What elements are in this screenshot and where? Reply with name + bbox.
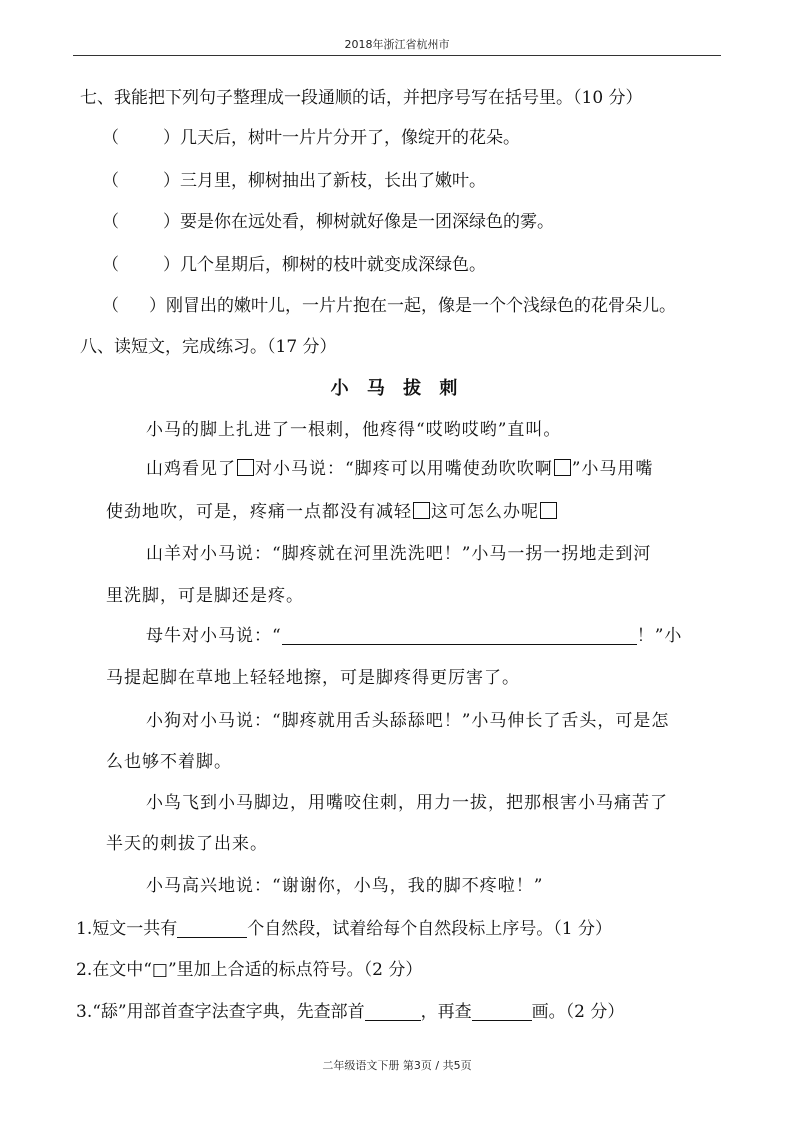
- sentence-2: 三月里，柳树抽出了新枝，长出了嫩叶。: [180, 171, 486, 191]
- answer-blank-mother-cow[interactable]: [282, 626, 637, 645]
- paragraph-6-line-2: 半天的刺拔了出来。: [106, 834, 268, 854]
- section7-item-1: [102, 126, 520, 150]
- paragraph-4-line-1: 母牛对小马说：“ ！”小: [146, 626, 683, 646]
- question-3: 3.“舔”用部首查字法查字典，先查部首 ，再查 画。（2 分）: [76, 1002, 625, 1022]
- section8-title: 八、读短文，完成练习。（17 分）: [80, 337, 337, 357]
- punctuation-box-2[interactable]: [554, 459, 571, 476]
- answer-paren-3[interactable]: （ ）: [102, 212, 180, 232]
- sentence-4: 几个星期后，柳树的枝叶就变成深绿色。: [180, 255, 486, 275]
- answer-blank-strokes[interactable]: [472, 1002, 532, 1021]
- section7-item-5: [102, 294, 676, 318]
- paragraph-7: 小马高兴地说：“谢谢你，小鸟，我的脚不疼啦！”: [146, 876, 544, 896]
- section7-item-2: [102, 169, 486, 193]
- punctuation-box-1[interactable]: [237, 459, 254, 476]
- sentence-1: 几天后，树叶一片片分开了，像绽开的花朵。: [180, 128, 520, 148]
- section7-item-4: [102, 253, 486, 277]
- punctuation-box-4[interactable]: [540, 502, 557, 519]
- paragraph-2-line-2: 使劲地吹，可是，疼痛一点都没有减轻 这可怎么办呢: [106, 500, 558, 524]
- answer-blank-radical[interactable]: [365, 1002, 421, 1021]
- page-footer: 二年级语文下册 第3页 / 共5页: [322, 1059, 472, 1072]
- answer-paren-5[interactable]: （ ）: [102, 296, 166, 316]
- page-header: 2018年浙江省杭州市: [344, 38, 450, 51]
- section7-item-3: [102, 210, 554, 234]
- story-title: 小 马 拔 刺: [330, 378, 464, 399]
- sentence-3: 要是你在远处看，柳树就好像是一团深绿色的雾。: [180, 212, 554, 232]
- punctuation-box-3[interactable]: [413, 502, 430, 519]
- paragraph-4-line-2: 马提起脚在草地上轻轻地擦，可是脚疼得更厉害了。: [106, 668, 520, 688]
- answer-paren-2[interactable]: （ ）: [102, 171, 180, 191]
- answer-paren-1[interactable]: （ ）: [102, 128, 180, 148]
- answer-blank-paragraph-count[interactable]: [177, 919, 247, 938]
- question-1: 1.短文一共有 个自然段，试着给每个自然段标上序号。（1 分）: [76, 919, 612, 939]
- paragraph-5-line-1: 小狗对小马说：“脚疼就用舌头舔舔吧！”小马伸长了舌头，可是怎: [146, 711, 670, 731]
- question-2: 2.在文中“□”里加上合适的标点符号。（2 分）: [76, 960, 423, 980]
- header-rule: [73, 55, 721, 56]
- paragraph-3-line-1: 山羊对小马说：“脚疼就在河里洗洗吧！”小马一拐一拐地走到河: [146, 544, 652, 564]
- answer-paren-4[interactable]: （ ）: [102, 255, 180, 275]
- paragraph-6-line-1: 小鸟飞到小马脚边，用嘴咬住刺，用力一拔，把那根害小马痛苦了: [146, 793, 668, 813]
- paragraph-5-line-2: 么也够不着脚。: [106, 752, 232, 772]
- paragraph-2-line-1: 山鸡看见了 对小马说：“脚疼可以用嘴使劲吹吹啊 ”小马用嘴: [146, 459, 654, 479]
- section7-title: 七、我能把下列句子整理成一段通顺的话，并把序号写在括号里。（10 分）: [80, 88, 643, 108]
- paragraph-3-line-2: 里洗脚，可是脚还是疼。: [106, 586, 304, 606]
- sentence-5: 刚冒出的嫩叶儿，一片片抱在一起，像是一个个浅绿色的花骨朵儿。: [166, 296, 676, 316]
- paragraph-1: 小马的脚上扎进了一根刺，他疼得“哎哟哎哟”直叫。: [146, 420, 562, 440]
